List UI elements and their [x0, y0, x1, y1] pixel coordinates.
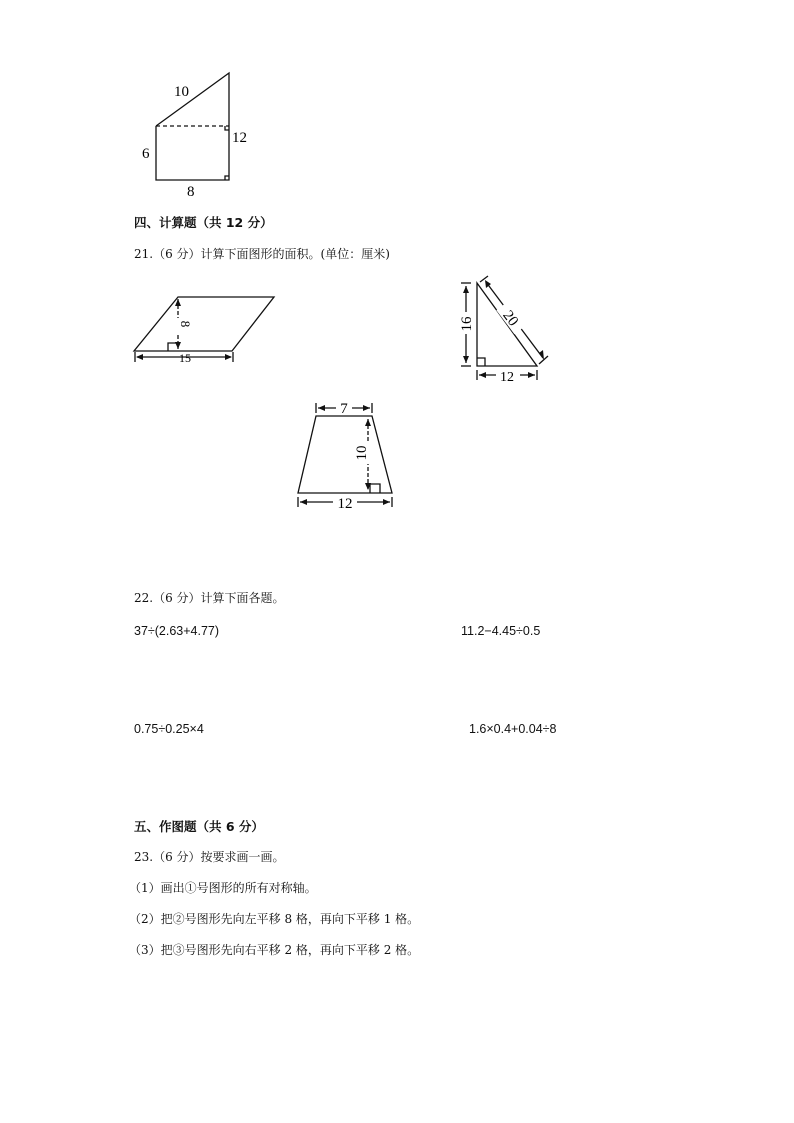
q21-text: 21.（6 分）计算下面图形的面积。(单位：厘米) — [134, 247, 390, 261]
right-angle-mark — [370, 484, 380, 493]
label-trapezoid-bottom: 12 — [337, 496, 353, 512]
arrow-head — [318, 405, 325, 411]
label-triangle-height: 16 — [459, 316, 475, 332]
label-trapezoid-height: 10 — [354, 445, 370, 461]
label-top-side: 10 — [174, 84, 189, 100]
arrow-head — [363, 405, 370, 411]
label-triangle-hypotenuse: 20 — [499, 307, 522, 330]
expression-2: 11.2−4.45÷0.5 — [461, 624, 541, 638]
label-left-side: 6 — [142, 146, 150, 162]
label-right-side: 12 — [232, 130, 247, 146]
label-parallelogram-base: 15 — [179, 351, 191, 365]
label-trapezoid-top: 7 — [340, 401, 348, 417]
trapezoid-outline — [298, 416, 392, 493]
label-triangle-base: 12 — [500, 370, 514, 385]
arrow-head — [383, 499, 390, 505]
arrow-head — [300, 499, 307, 505]
expression-1: 37÷(2.63+4.77) — [134, 624, 220, 638]
label-parallelogram-height: 8 — [178, 320, 193, 328]
expression-3: 0.75÷0.25×4 — [134, 722, 204, 736]
q23-item-2: （2）把②号图形先向左平移 8 格，再向下平移 1 格。 — [129, 912, 420, 926]
label-bottom-side: 8 — [187, 184, 195, 200]
section5-title: 五、作图题（共 6 分） — [134, 819, 264, 834]
arrow-head — [365, 419, 371, 426]
figure-trapezoid — [0, 0, 794, 520]
q22-text: 22.（6 分）计算下面各题。 — [134, 591, 285, 605]
section4-title: 四、计算题（共 12 分） — [134, 215, 273, 230]
q23-item-3: （3）把③号图形先向右平移 2 格，再向下平移 2 格。 — [129, 943, 420, 957]
expression-4: 1.6×0.4+0.04÷8 — [469, 722, 557, 736]
q23-item-1: （1）画出①号图形的所有对称轴。 — [129, 881, 317, 895]
q23-text: 23.（6 分）按要求画一画。 — [134, 850, 285, 864]
